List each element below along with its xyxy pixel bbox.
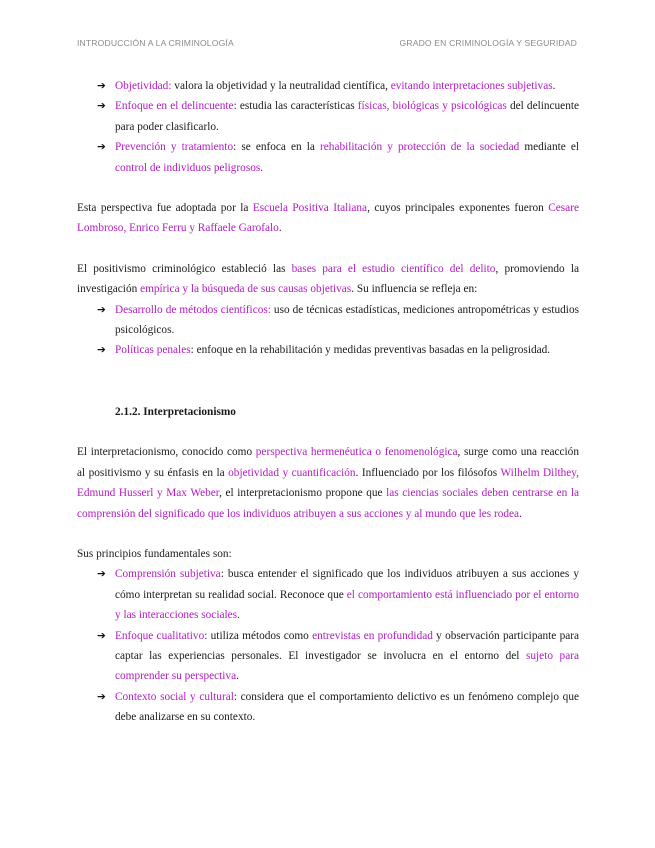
positivism-principles-list <box>77 76 579 178</box>
list-item <box>77 300 579 341</box>
paragraph-escuela-positiva: Esta perspectiva fue adoptada por la Escuela Positiva Italiana, cuyos principales exponentes fueron Cesare Lombroso, Enrico Ferru y Raffaele Garofalo. <box>77 202 579 235</box>
highlight-term: evitando interpretaciones subjetivas <box>390 80 553 92</box>
highlight-term: Enfoque cualitativo <box>115 629 205 642</box>
list-item <box>77 76 579 96</box>
highlight-term: empírica y la búsqueda de sus causas objetivas <box>140 283 352 296</box>
highlight-term: Enfoque en el delincuente <box>115 100 234 113</box>
highlight-term: Cesare Lombroso, Enrico Ferru y Raffaele Garofalo <box>77 202 579 235</box>
highlight-term: sujeto para comprender su perspectiva <box>115 649 579 683</box>
list-text: . <box>260 161 264 174</box>
highlight-term: Contexto social y cultural <box>115 690 234 703</box>
list-item <box>77 687 579 728</box>
highlight-term: físicas, biológicas y psicológicas <box>357 100 507 113</box>
highlight-term: perspectiva hermenéutica o fenomenológica <box>255 446 458 459</box>
list-item <box>77 626 579 687</box>
paragraph-interpretacionismo: El interpretacionismo, conocido como perspectiva hermenéutica o fenomenológica, surge como una reacción al positivismo y su énfasis en la objetividad y cuantificación. Influenciado por los filósofos Wilhelm Dilthey, Edmund Husserl y Max Weber, el interpretacionismo propone que las ciencias sociales deben centrarse en la comprensión del significado que los individuos atribuyen a sus acciones y al mundo que les rodea. <box>77 446 580 520</box>
highlight-term: las ciencias sociales deben centrarse en la comprensión del significado que los individuos atribuyen a sus acciones y al mundo que les rodea <box>77 487 579 520</box>
highlight-term: Prevención y tratamiento <box>115 141 234 154</box>
highlight-term: control de individuos peligrosos <box>115 161 261 174</box>
list-text: : estudia las características <box>233 100 358 113</box>
running-header-right: GRADO EN CRIMINOLOGÍA Y SEGURIDAD <box>399 38 577 48</box>
highlight-term: Comprensión subjetiva <box>115 568 221 581</box>
list-text: : enfoque en la rehabilitación y medidas preventivas basadas en la peligrosidad. <box>190 344 551 357</box>
highlight-term: rehabilitación y protección de la sociedad <box>320 141 520 154</box>
interpretacionismo-principles-list <box>77 564 579 727</box>
list-text: uso de técnicas estadísticas, mediciones antropométricas y estudios psicológicos. <box>115 303 579 337</box>
arrow-bullet-icon: ➔ <box>97 344 106 357</box>
document-body <box>77 76 579 728</box>
list-text: del delincuente para poder clasificarlo. <box>115 100 579 133</box>
list-item <box>77 137 579 178</box>
list-text: . <box>237 609 240 622</box>
list-text: mediante el <box>519 141 579 154</box>
arrow-bullet-icon: ➔ <box>97 690 106 703</box>
highlight-term: objetividad y cuantificación <box>228 466 356 479</box>
arrow-bullet-icon: ➔ <box>97 303 106 316</box>
arrow-bullet-icon: ➔ <box>97 100 106 113</box>
highlight-term: Escuela Positiva Italiana <box>252 202 368 215</box>
list-text: y observación participante para captar las experiencias personales. El investigador se involucra en el entorno del <box>115 629 580 662</box>
arrow-bullet-icon: ➔ <box>97 141 106 154</box>
list-item <box>77 564 579 625</box>
list-text: valora la objetividad y la neutralidad científica, <box>171 80 391 92</box>
list-item <box>77 340 579 360</box>
list-text: : busca entender el significado que los individuos atribuyen a sus acciones y cómo interpretan su realidad social. Reconoce que <box>115 568 579 601</box>
list-text: . <box>552 80 556 92</box>
list-text: : considera que el comportamiento delictivo es un fenómeno complejo que debe analizarse en su contexto. <box>115 690 579 724</box>
highlight-term: Wilhelm Dilthey, Edmund Husserl y Max Weber <box>77 466 580 500</box>
highlight-term: Objetividad: <box>115 80 172 92</box>
highlight-term: Políticas penales <box>115 344 191 357</box>
positivism-influence-list <box>77 300 579 361</box>
list-text: : se enfoca en la <box>233 141 321 154</box>
highlight-term: entrevistas en profundidad <box>312 629 433 642</box>
paragraph-positivismo: El positivismo criminológico estableció las bases para el estudio científico del delito, promoviendo la investigación empírica y la búsqueda de sus causas objetivas. Su influencia se refleja en: <box>77 262 579 296</box>
list-text: . <box>236 670 239 683</box>
arrow-bullet-icon: ➔ <box>97 80 106 92</box>
highlight-term: Desarrollo de métodos científicos: <box>115 303 271 316</box>
section-heading: 2.1.2. Interpretacionismo <box>115 405 236 418</box>
paragraph-principios: Sus principios fundamentales son: <box>77 547 232 560</box>
highlight-term: el comportamiento está influenciado por el entorno y las interacciones sociales <box>115 588 579 622</box>
list-item <box>77 96 579 137</box>
running-header-left: INTRODUCCIÓN A LA CRIMINOLOGÍA <box>77 38 234 48</box>
list-text: : utiliza métodos como <box>204 629 313 642</box>
arrow-bullet-icon: ➔ <box>97 629 106 642</box>
arrow-bullet-icon: ➔ <box>97 568 106 581</box>
highlight-term: bases para el estudio científico del delito <box>291 262 496 275</box>
